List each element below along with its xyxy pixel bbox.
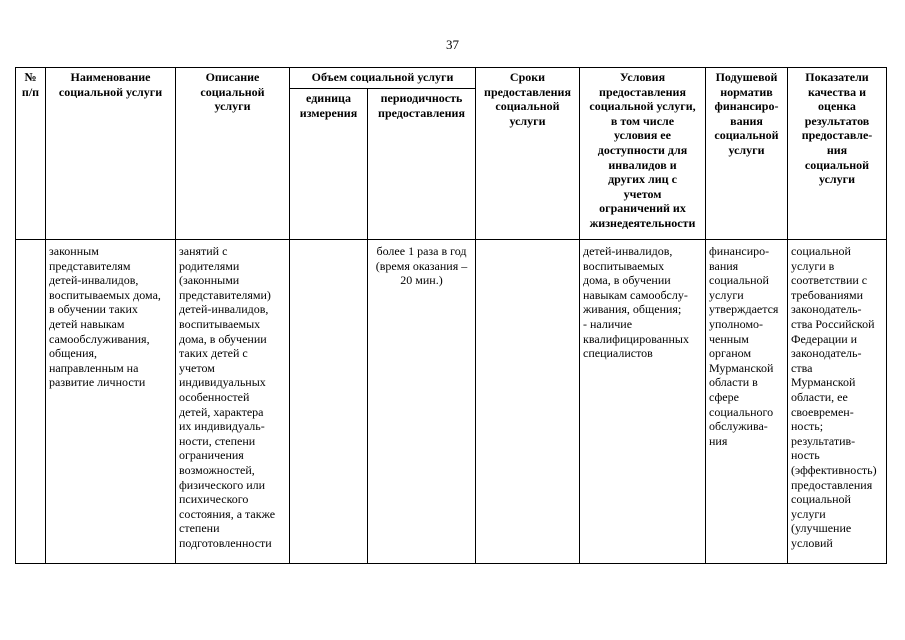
header-quality: Показатели качества и оценка результатов предоставле- ния социальной услуги [788,68,887,240]
header-conditions: Условия предоставления социальной услуги, в том числе условия ее доступности для инвалидов и других лиц с учетом ограничений их жизнедеятельности [580,68,706,240]
cell-norm: финансиро- вания социальной услуги утверждается уполномо- ченным органом Мурманской области в сфере социального обслужива- ния [706,240,788,564]
header-terms: Сроки предоставления социальной услуги [476,68,580,240]
cell-num [16,240,46,564]
header-num: № п/п [16,68,46,240]
cell-name: законным представителям детей-инвалидов, воспитываемых дома, в обучении таких детей навыкам самообслуживания, общения, направленным на развитие личности [46,240,176,564]
header-volume: Объем социальной услуги [290,68,476,89]
cell-terms [476,240,580,564]
cell-conditions: детей-инвалидов, воспитываемых дома, в обучении навыкам самообслу- живания, общения; - наличие квалифицированных специалистов [580,240,706,564]
cell-quality: социальной услуги в соответствии с требованиями законодатель- ства Российской Федерации и законодатель- ства Мурманской области, ее своевремен- ность; результатив- ность (эффективность) предоставления социальной услуги (улучшение условий [788,240,887,564]
cell-unit [290,240,368,564]
header-name: Наименование социальной услуги [46,68,176,240]
header-norm: Подушевой норматив финансиро- вания социальной услуги [706,68,788,240]
services-table [15,67,887,564]
header-description: Описание социальной услуги [176,68,290,240]
header-periodicity: периодичность предоставления [368,89,476,240]
table-row [16,240,887,564]
page-number: 37 [446,37,459,52]
cell-description: занятий с родителями (законными представителями) детей-инвалидов, воспитываемых дома, в обучении таких детей с учетом индивидуальных особенностей детей, характера их индивидуаль- ности, степени ограничения возможностей, физического или психического состояния, а также степени подготовленности [176,240,290,564]
header-row [16,68,887,89]
header-unit: единица измерения [290,89,368,240]
cell-periodicity: более 1 раза в год (время оказания – 20 мин.) [368,240,476,564]
